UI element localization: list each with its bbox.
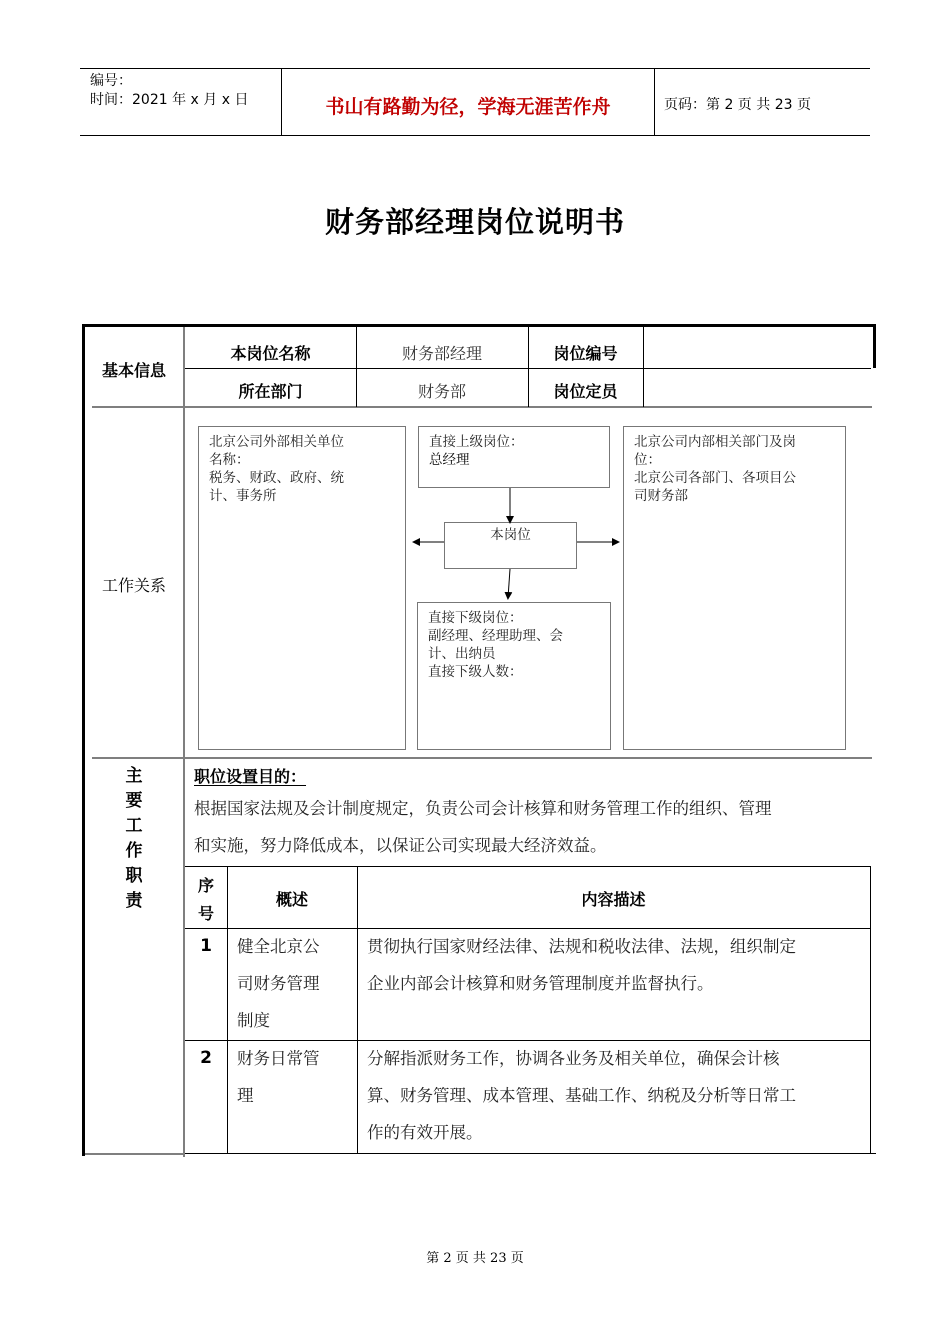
relation-arrows	[400, 480, 630, 605]
work-relations-bottom-rule	[92, 757, 872, 759]
header-bottom-rule	[80, 135, 870, 136]
basic-bottom-rule	[92, 406, 872, 408]
arrow-self-to-subordinate	[508, 569, 510, 598]
duties-header-top	[185, 866, 871, 867]
subordinate-line-4: 直接下级人数：	[428, 664, 523, 680]
self-position-label: 本岗位	[490, 527, 531, 543]
col-summary-header: 概述	[275, 890, 308, 909]
position-name-label: 本岗位名称	[230, 344, 311, 363]
page-footer: 第 2 页 共 23 页	[426, 1251, 524, 1266]
row-2-no: 2	[200, 1048, 212, 1068]
superior-box	[418, 426, 610, 488]
internal-line-1: 北京公司内部相关部门及岗	[634, 434, 796, 450]
external-units-box	[198, 426, 406, 750]
table-right-border	[873, 324, 876, 368]
internal-line-4: 司财务部	[634, 488, 688, 504]
duties-label-char-3: 工	[125, 816, 143, 836]
subordinate-box	[417, 602, 611, 750]
duties-label-char-6: 责	[125, 891, 143, 911]
internal-units-box	[623, 426, 846, 750]
subordinate-line-1: 直接下级岗位：	[428, 610, 523, 626]
external-line-4: 计、事务所	[209, 488, 277, 504]
row-1-summary-line-1: 健全北京公	[237, 937, 320, 956]
header-motto: 书山有路勤为径，学海无涯苦作舟	[325, 96, 611, 118]
work-relations-label: 工作关系	[101, 576, 166, 595]
duties-right-border	[870, 866, 871, 1154]
col-desc-header: 内容描述	[581, 890, 646, 909]
header-time: 时间：2021 年 x 月 x 日	[90, 92, 249, 108]
header-code: 编号：	[90, 73, 132, 89]
header-page-info: 页码：第 2 页 共 23 页	[664, 97, 811, 113]
label-column-divider	[183, 327, 185, 1157]
table-top-border	[82, 324, 876, 327]
table-bottom-right	[185, 1153, 876, 1154]
purpose-title: 职位设置目的：	[194, 767, 307, 786]
document-title: 财务部经理岗位说明书	[324, 205, 625, 239]
row-1-no: 1	[200, 936, 212, 956]
header-divider-2	[654, 68, 655, 136]
row-2-summary-line-2: 理	[237, 1086, 254, 1105]
duties-label-char-1: 主	[125, 766, 143, 786]
basic-col-3	[643, 327, 644, 407]
position-name-value: 财务部经理	[401, 344, 482, 363]
main-duties-label	[85, 764, 183, 914]
external-line-2: 名称：	[209, 452, 250, 468]
department-value: 财务部	[417, 382, 466, 401]
row-2-desc	[367, 1040, 870, 1151]
subordinate-line-3: 计、出纳员	[428, 646, 496, 662]
row-2-desc-line-2: 算、财务管理、成本管理、基础工作、纳税及分析等日常工	[367, 1086, 796, 1105]
purpose-line-1: 根据国家法规及会计制度规定，负责公司会计核算和财务管理工作的组织、管理	[194, 799, 772, 818]
row-2-desc-line-1: 分解指派财务工作，协调各业务及相关单位，确保会计核	[367, 1049, 780, 1068]
row-2-summary-line-1: 财务日常管	[237, 1049, 320, 1068]
subordinate-line-2: 副经理、经理助理、会	[428, 628, 563, 644]
header-meta	[90, 72, 248, 110]
col-no-char-1: 序	[197, 876, 214, 895]
row-1-desc	[367, 928, 870, 1002]
duties-label-char-4: 作	[125, 841, 143, 861]
table-left-border	[82, 324, 85, 1156]
row-1-desc-line-2: 企业内部会计核算和财务管理制度并监督执行。	[367, 974, 714, 993]
purpose-line-2: 和实施，努力降低成本，以保证公司实现最大经济效益。	[194, 836, 607, 855]
headcount-label: 岗位定员	[553, 382, 618, 401]
superior-line-1: 直接上级岗位：	[429, 434, 524, 450]
header-top-rule	[80, 68, 870, 69]
row-2-summary	[237, 1040, 355, 1114]
purpose-text	[194, 790, 874, 864]
basic-info-label: 基本信息	[101, 361, 166, 380]
table-bottom-left	[85, 1153, 185, 1155]
internal-line-2: 位：	[634, 452, 661, 468]
duties-label-char-5: 职	[125, 866, 143, 886]
row-2-desc-line-3: 作的有效开展。	[367, 1123, 483, 1142]
row-1-summary	[237, 928, 355, 1039]
department-label: 所在部门	[238, 382, 303, 401]
row-1-desc-line-1: 贯彻执行国家财经法律、法规和税收法律、法规，组织制定	[367, 937, 796, 956]
superior-line-2: 总经理	[429, 452, 470, 468]
row-1-summary-line-3: 制度	[237, 1011, 270, 1030]
col-no-char-2: 号	[197, 904, 214, 923]
position-code-label: 岗位编号	[553, 344, 618, 363]
external-line-3: 税务、财政、政府、统	[209, 470, 344, 486]
external-line-1: 北京公司外部相关单位	[209, 434, 344, 450]
duties-label-char-2: 要	[125, 791, 143, 811]
internal-line-3: 北京公司各部门、各项目公	[634, 470, 796, 486]
row-1-summary-line-2: 司财务管理	[237, 974, 320, 993]
col-no-header	[185, 872, 227, 928]
